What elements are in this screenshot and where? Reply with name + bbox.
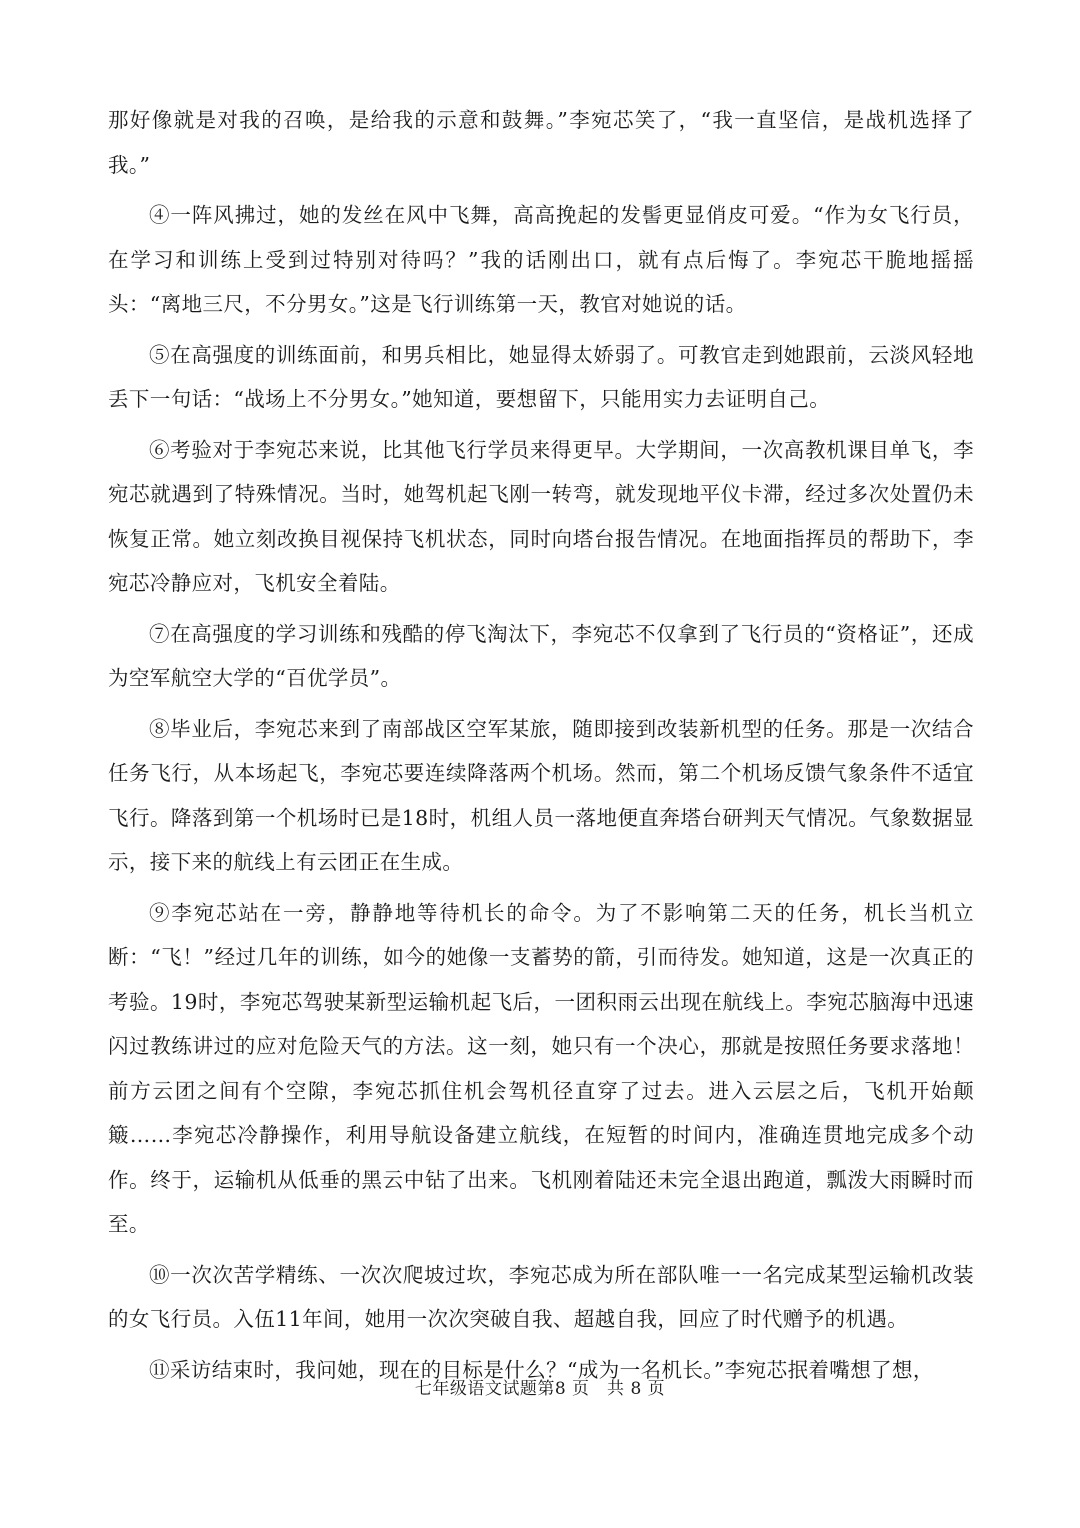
paragraph-4: ④一阵风拂过，她的发丝在风中飞舞，高高挽起的发髻更显俏皮可爱。“作为女飞行员，在学习和训练上受到过特别对待吗？”我的话刚出口，就有点后悔了。李宛芯干脆地摇摇头：“离地三尺，不分男女。”这是飞行训练第一天，教官对她说的话。	[108, 203, 974, 316]
paragraph-11: ⑪采访结束时，我问她，现在的目标是什么？“成为一名机长。”李宛芯抿着嘴想了想，	[149, 1357, 934, 1382]
page-footer: 七年级语文试题第8 页 共 8 页	[414, 1379, 666, 1399]
paragraph-9: ⑨李宛芯站在一旁，静静地等待机长的命令。为了不影响第二天的任务，机长当机立断：“飞！”经过几年的训练，如今的她像一支蓄势的箭，引而待发。她知道，这是一次真正的考验。19时，李宛芯驾驶某新型运输机起飞后，一团积雨云出现在航线上。李宛芯脑海中迅速闪过教练讲过的应对危险天气的方法。这一刻，她只有一个决心，那就是按照任务要求落地！前方云团之间有个空隙，李宛芯抓住机会驾机径直穿了过去。进入云层之后，飞机开始颠簸……李宛芯冷静操作，利用导航设备建立航线，在短暂的时间内，准确连贯地完成多个动作。终于，运输机从低垂的黑云中钻了出来。飞机刚着陆还未完全退出跑道，瓢泼大雨瞬时而至。	[108, 900, 974, 1236]
paragraph-5: ⑤在高强度的训练面前，和男兵相比，她显得太娇弱了。可教官走到她跟前，云淡风轻地丢下一句话：“战场上不分男女。”她知道，要想留下，只能用实力去证明自己。	[108, 342, 974, 411]
paragraph-8: ⑧毕业后，李宛芯来到了南部战区空军某旅，随即接到改装新机型的任务。那是一次结合任务飞行，从本场起飞，李宛芯要连续降落两个机场。然而，第二个机场反馈气象条件不适宜飞行。降落到第一个机场时已是18时，机组人员一落地便直奔塔台研判天气情况。气象数据显示，接下来的航线上有云团正在生成。	[108, 716, 974, 874]
paragraph-7: ⑦在高强度的学习训练和残酷的停飞淘汰下，李宛芯不仅拿到了飞行员的“资格证”，还成为空军航空大学的“百优学员”。	[108, 621, 974, 690]
paragraph-continued: 那好像就是对我的召唤，是给我的示意和鼓舞。”李宛芯笑了，“我一直坚信，是战机选择了我。”	[108, 108, 974, 177]
paragraph-10: ⑩一次次苦学精练、一次次爬坡过坎，李宛芯成为所在部队唯一一名完成某型运输机改装的女飞行员。入伍11年间，她用一次次突破自我、超越自我，回应了时代赠予的机遇。	[108, 1262, 974, 1331]
paragraph-6: ⑥考验对于李宛芯来说，比其他飞行学员来得更早。大学期间，一次高教机课目单飞，李宛芯就遇到了特殊情况。当时，她驾机起飞刚一转弯，就发现地平仪卡滞，经过多次处置仍未恢复正常。她立刻改换目视保持飞机状态，同时向塔台报告情况。在地面指挥员的帮助下，李宛芯冷静应对，飞机安全着陆。	[108, 437, 974, 595]
article-body	[108, 98, 974, 1398]
